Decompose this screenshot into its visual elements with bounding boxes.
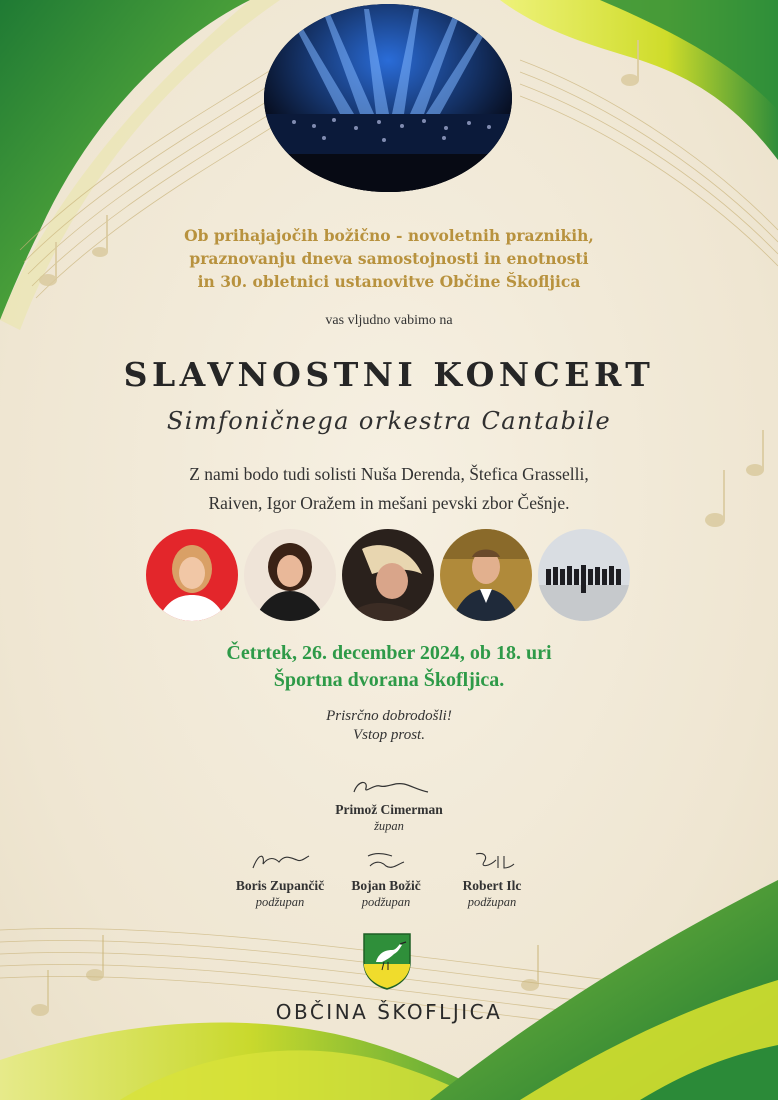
portrait-igor-orazem: [440, 529, 532, 621]
intro-line-2: praznovanju dneva samostojnosti in enotnosti: [189, 249, 589, 268]
invite-text: vas vljudno vabimo na: [325, 313, 453, 328]
signature-scribble-icon: [356, 848, 416, 874]
soloists-text: [0, 460, 778, 518]
deputy-1-name: Boris Zupančič: [235, 878, 325, 893]
municipality-crest-icon: [362, 932, 412, 990]
signature-scribble-icon: [245, 848, 315, 874]
portrait-stefica-grasselli: [244, 529, 336, 621]
deputy-3-name: Robert Ilc: [462, 878, 522, 893]
deputy-3-role: podžupan: [467, 895, 517, 909]
signature-scribble-icon: [462, 848, 522, 874]
signature-deputy-3: [417, 848, 567, 910]
deputy-1-role: podžupan: [255, 895, 305, 909]
orchestra-subtitle: Simfoničnega orkestra Cantabile: [166, 407, 612, 435]
mayor-role: župan: [374, 819, 404, 833]
intro-line-3: in 30. obletnici ustanovitve Občine Škofljica: [197, 272, 581, 291]
intro-text: [0, 224, 778, 293]
event-venue: Športna dvorana Škofljica.: [273, 669, 505, 691]
mayor-name: Primož Cimerman: [335, 802, 443, 817]
intro-line-1: Ob prihajajočih božično - novoletnih praznikih,: [184, 226, 594, 245]
event-info: [0, 640, 778, 694]
concert-hero-image: [264, 4, 512, 192]
signature-mayor: [314, 776, 464, 834]
deputy-2-role: podžupan: [361, 895, 411, 909]
welcome-line-1: Prisrčno dobrodošli!: [326, 708, 452, 724]
welcome-text: [0, 707, 778, 745]
concert-title: SLAVNOSTNI KONCERT: [123, 355, 655, 394]
portrait-choir-cesnje: [538, 529, 630, 621]
welcome-line-2: Vstop prost.: [353, 727, 425, 743]
soloists-line-1: Z nami bodo tudi solisti Nuša Derenda, Štefica Grasselli,: [189, 464, 589, 484]
deputy-2-name: Bojan Božič: [351, 878, 421, 893]
portrait-raiven: [342, 529, 434, 621]
portrait-nusa-derenda: [146, 529, 238, 621]
event-date: Četrtek, 26. december 2024, ob 18. uri: [226, 642, 552, 664]
signature-scribble-icon: [344, 776, 434, 798]
performer-portraits: [146, 529, 630, 621]
municipality-name: OBČINA ŠKOFLJICA: [275, 1000, 503, 1024]
soloists-line-2: Raiven, Igor Oražem in mešani pevski zbor Češnje.: [208, 493, 570, 513]
